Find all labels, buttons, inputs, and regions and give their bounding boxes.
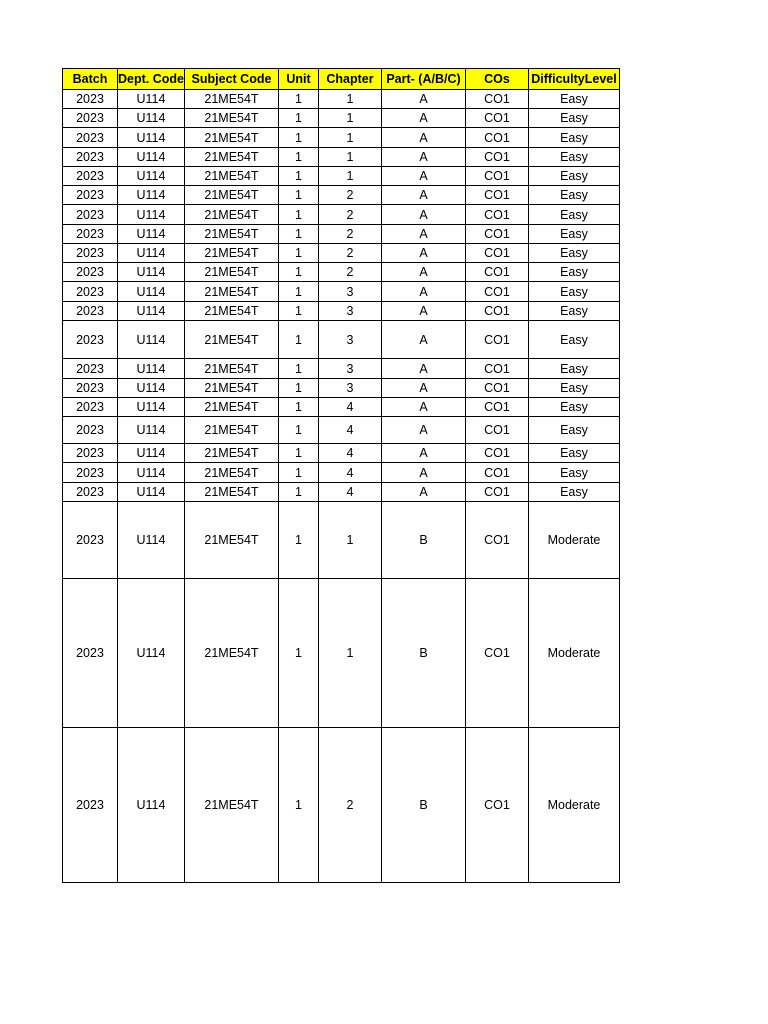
- cell-subject-code[interactable]: 21ME54T: [184, 109, 278, 128]
- cell-unit[interactable]: 1: [278, 302, 318, 321]
- header-unit[interactable]: Unit: [278, 69, 318, 90]
- table-row: [63, 282, 620, 302]
- cell-subject-code[interactable]: 21ME54T: [184, 359, 278, 379]
- cell-chapter[interactable]: 1: [318, 502, 381, 579]
- cell-cos[interactable]: CO1: [465, 444, 528, 463]
- cell-part[interactable]: A: [381, 128, 465, 148]
- cell-batch[interactable]: 2023: [63, 463, 118, 483]
- cell-difficulty-level[interactable]: Easy: [528, 444, 619, 463]
- cell-chapter[interactable]: 1: [318, 109, 381, 128]
- cell-batch[interactable]: 2023: [63, 359, 118, 379]
- cell-subject-code[interactable]: 21ME54T: [184, 483, 278, 502]
- cell-chapter[interactable]: 1: [318, 148, 381, 167]
- cell-batch[interactable]: 2023: [63, 282, 118, 302]
- table-row: [63, 128, 620, 148]
- spreadsheet-table: [62, 68, 620, 883]
- cell-unit[interactable]: 1: [278, 148, 318, 167]
- cell-difficulty-level[interactable]: Easy: [528, 483, 619, 502]
- cell-dept-code[interactable]: U114: [118, 109, 185, 128]
- cell-batch[interactable]: 2023: [63, 398, 118, 417]
- cell-difficulty-level[interactable]: Easy: [528, 282, 619, 302]
- cell-subject-code[interactable]: 21ME54T: [184, 282, 278, 302]
- cell-subject-code[interactable]: 21ME54T: [184, 128, 278, 148]
- cell-unit[interactable]: 1: [278, 321, 318, 359]
- cell-part[interactable]: B: [381, 579, 465, 728]
- cell-dept-code[interactable]: U114: [118, 398, 185, 417]
- cell-chapter[interactable]: 2: [318, 263, 381, 282]
- header-row: [63, 69, 620, 90]
- cell-unit[interactable]: 1: [278, 444, 318, 463]
- table-row: [63, 109, 620, 128]
- cell-part[interactable]: B: [381, 728, 465, 883]
- cell-subject-code[interactable]: 21ME54T: [184, 502, 278, 579]
- header-batch[interactable]: Batch: [63, 69, 118, 90]
- table-row: [63, 379, 620, 398]
- cell-batch[interactable]: 2023: [63, 109, 118, 128]
- cell-subject-code[interactable]: 21ME54T: [184, 417, 278, 444]
- cell-subject-code[interactable]: 21ME54T: [184, 302, 278, 321]
- cell-cos[interactable]: CO1: [465, 244, 528, 263]
- cell-difficulty-level[interactable]: Easy: [528, 321, 619, 359]
- cell-part[interactable]: A: [381, 186, 465, 205]
- cell-chapter[interactable]: 1: [318, 128, 381, 148]
- table-row: [63, 398, 620, 417]
- header-cos[interactable]: COs: [465, 69, 528, 90]
- cell-batch[interactable]: 2023: [63, 148, 118, 167]
- cell-dept-code[interactable]: U114: [118, 379, 185, 398]
- table-row: [63, 728, 620, 883]
- cell-batch[interactable]: 2023: [63, 417, 118, 444]
- cell-unit[interactable]: 1: [278, 186, 318, 205]
- cell-batch[interactable]: 2023: [63, 205, 118, 225]
- cell-chapter[interactable]: 4: [318, 463, 381, 483]
- cell-cos[interactable]: CO1: [465, 90, 528, 109]
- cell-batch[interactable]: 2023: [63, 302, 118, 321]
- table-row: [63, 444, 620, 463]
- cell-difficulty-level[interactable]: Easy: [528, 90, 619, 109]
- cell-subject-code[interactable]: 21ME54T: [184, 205, 278, 225]
- cell-difficulty-level[interactable]: Easy: [528, 109, 619, 128]
- cell-difficulty-level[interactable]: Easy: [528, 186, 619, 205]
- cell-dept-code[interactable]: U114: [118, 417, 185, 444]
- cell-part[interactable]: A: [381, 148, 465, 167]
- cell-difficulty-level[interactable]: Easy: [528, 205, 619, 225]
- table-row: [63, 244, 620, 263]
- cell-unit[interactable]: 1: [278, 167, 318, 186]
- cell-batch[interactable]: 2023: [63, 263, 118, 282]
- cell-chapter[interactable]: 4: [318, 444, 381, 463]
- cell-part[interactable]: A: [381, 379, 465, 398]
- cell-dept-code[interactable]: U114: [118, 90, 185, 109]
- cell-cos[interactable]: CO1: [465, 186, 528, 205]
- cell-part[interactable]: A: [381, 109, 465, 128]
- cell-difficulty-level[interactable]: Easy: [528, 463, 619, 483]
- cell-unit[interactable]: 1: [278, 398, 318, 417]
- cell-dept-code[interactable]: U114: [118, 483, 185, 502]
- cell-unit[interactable]: 1: [278, 359, 318, 379]
- table-row: [63, 302, 620, 321]
- table-row: [63, 186, 620, 205]
- cell-subject-code[interactable]: 21ME54T: [184, 463, 278, 483]
- cell-part[interactable]: A: [381, 417, 465, 444]
- cell-unit[interactable]: 1: [278, 463, 318, 483]
- cell-dept-code[interactable]: U114: [118, 579, 185, 728]
- table-row: [63, 205, 620, 225]
- cell-part[interactable]: A: [381, 483, 465, 502]
- cell-dept-code[interactable]: U114: [118, 205, 185, 225]
- header-chapter[interactable]: Chapter: [318, 69, 381, 90]
- table-row: [63, 483, 620, 502]
- cell-batch[interactable]: 2023: [63, 483, 118, 502]
- cell-cos[interactable]: CO1: [465, 398, 528, 417]
- cell-difficulty-level[interactable]: Easy: [528, 398, 619, 417]
- cell-part[interactable]: A: [381, 398, 465, 417]
- cell-subject-code[interactable]: 21ME54T: [184, 148, 278, 167]
- cell-unit[interactable]: 1: [278, 90, 318, 109]
- cell-chapter[interactable]: 2: [318, 244, 381, 263]
- cell-part[interactable]: A: [381, 205, 465, 225]
- cell-chapter[interactable]: 2: [318, 728, 381, 883]
- cell-dept-code[interactable]: U114: [118, 359, 185, 379]
- cell-chapter[interactable]: 4: [318, 417, 381, 444]
- cell-dept-code[interactable]: U114: [118, 282, 185, 302]
- cell-part[interactable]: A: [381, 444, 465, 463]
- table-row: [63, 417, 620, 444]
- table-header: [63, 69, 620, 90]
- header-part[interactable]: Part- (A/B/C): [381, 69, 465, 90]
- cell-difficulty-level[interactable]: Moderate: [528, 502, 619, 579]
- cell-batch[interactable]: 2023: [63, 128, 118, 148]
- cell-unit[interactable]: 1: [278, 417, 318, 444]
- cell-part[interactable]: A: [381, 225, 465, 244]
- cell-dept-code[interactable]: U114: [118, 148, 185, 167]
- cell-unit[interactable]: 1: [278, 109, 318, 128]
- cell-dept-code[interactable]: U114: [118, 244, 185, 263]
- cell-cos[interactable]: CO1: [465, 379, 528, 398]
- cell-cos[interactable]: CO1: [465, 321, 528, 359]
- cell-dept-code[interactable]: U114: [118, 128, 185, 148]
- cell-unit[interactable]: 1: [278, 379, 318, 398]
- cell-cos[interactable]: CO1: [465, 128, 528, 148]
- cell-batch[interactable]: 2023: [63, 321, 118, 359]
- cell-batch[interactable]: 2023: [63, 90, 118, 109]
- cell-cos[interactable]: CO1: [465, 579, 528, 728]
- cell-batch[interactable]: 2023: [63, 225, 118, 244]
- cell-difficulty-level[interactable]: Easy: [528, 128, 619, 148]
- cell-part[interactable]: A: [381, 90, 465, 109]
- cell-subject-code[interactable]: 21ME54T: [184, 321, 278, 359]
- cell-part[interactable]: A: [381, 263, 465, 282]
- cell-subject-code[interactable]: 21ME54T: [184, 444, 278, 463]
- cell-difficulty-level[interactable]: Easy: [528, 379, 619, 398]
- cell-unit[interactable]: 1: [278, 244, 318, 263]
- cell-chapter[interactable]: 3: [318, 321, 381, 359]
- cell-part[interactable]: A: [381, 359, 465, 379]
- cell-difficulty-level[interactable]: Easy: [528, 359, 619, 379]
- cell-unit[interactable]: 1: [278, 225, 318, 244]
- table-row: [63, 225, 620, 244]
- header-difficulty-level[interactable]: DifficultyLevel: [528, 69, 619, 90]
- cell-batch[interactable]: 2023: [63, 186, 118, 205]
- table-row: [63, 148, 620, 167]
- cell-cos[interactable]: CO1: [465, 483, 528, 502]
- cell-cos[interactable]: CO1: [465, 463, 528, 483]
- cell-chapter[interactable]: 1: [318, 167, 381, 186]
- cell-difficulty-level[interactable]: Easy: [528, 167, 619, 186]
- cell-batch[interactable]: 2023: [63, 579, 118, 728]
- cell-difficulty-level[interactable]: Moderate: [528, 728, 619, 883]
- cell-unit[interactable]: 1: [278, 483, 318, 502]
- cell-unit[interactable]: 1: [278, 579, 318, 728]
- cell-subject-code[interactable]: 21ME54T: [184, 244, 278, 263]
- cell-chapter[interactable]: 3: [318, 302, 381, 321]
- cell-subject-code[interactable]: 21ME54T: [184, 263, 278, 282]
- table-row: [63, 579, 620, 728]
- cell-chapter[interactable]: 2: [318, 205, 381, 225]
- cell-batch[interactable]: 2023: [63, 244, 118, 263]
- cell-unit[interactable]: 1: [278, 263, 318, 282]
- cell-dept-code[interactable]: U114: [118, 444, 185, 463]
- cell-batch[interactable]: 2023: [63, 167, 118, 186]
- cell-cos[interactable]: CO1: [465, 109, 528, 128]
- cell-chapter[interactable]: 4: [318, 483, 381, 502]
- header-dept-code[interactable]: Dept. Code: [118, 69, 185, 90]
- cell-cos[interactable]: CO1: [465, 167, 528, 186]
- cell-chapter[interactable]: 2: [318, 225, 381, 244]
- cell-chapter[interactable]: 3: [318, 359, 381, 379]
- cell-dept-code[interactable]: U114: [118, 502, 185, 579]
- cell-dept-code[interactable]: U114: [118, 263, 185, 282]
- cell-cos[interactable]: CO1: [465, 205, 528, 225]
- cell-subject-code[interactable]: 21ME54T: [184, 579, 278, 728]
- cell-unit[interactable]: 1: [278, 205, 318, 225]
- cell-chapter[interactable]: 3: [318, 379, 381, 398]
- table-body: [63, 90, 620, 883]
- cell-part[interactable]: A: [381, 321, 465, 359]
- cell-cos[interactable]: CO1: [465, 502, 528, 579]
- cell-dept-code[interactable]: U114: [118, 225, 185, 244]
- table-row: [63, 359, 620, 379]
- cell-dept-code[interactable]: U114: [118, 167, 185, 186]
- cell-subject-code[interactable]: 21ME54T: [184, 186, 278, 205]
- cell-part[interactable]: A: [381, 282, 465, 302]
- cell-part[interactable]: B: [381, 502, 465, 579]
- cell-cos[interactable]: CO1: [465, 728, 528, 883]
- cell-unit[interactable]: 1: [278, 728, 318, 883]
- cell-part[interactable]: A: [381, 302, 465, 321]
- cell-dept-code[interactable]: U114: [118, 186, 185, 205]
- cell-batch[interactable]: 2023: [63, 379, 118, 398]
- cell-dept-code[interactable]: U114: [118, 728, 185, 883]
- table-row: [63, 502, 620, 579]
- cell-subject-code[interactable]: 21ME54T: [184, 728, 278, 883]
- cell-cos[interactable]: CO1: [465, 263, 528, 282]
- cell-difficulty-level[interactable]: Moderate: [528, 579, 619, 728]
- header-subject-code[interactable]: Subject Code: [184, 69, 278, 90]
- cell-chapter[interactable]: 1: [318, 90, 381, 109]
- cell-part[interactable]: A: [381, 463, 465, 483]
- table-row: [63, 90, 620, 109]
- cell-cos[interactable]: CO1: [465, 225, 528, 244]
- cell-chapter[interactable]: 4: [318, 398, 381, 417]
- cell-dept-code[interactable]: U114: [118, 321, 185, 359]
- cell-chapter[interactable]: 2: [318, 186, 381, 205]
- cell-subject-code[interactable]: 21ME54T: [184, 379, 278, 398]
- cell-batch[interactable]: 2023: [63, 444, 118, 463]
- cell-difficulty-level[interactable]: Easy: [528, 263, 619, 282]
- cell-part[interactable]: A: [381, 167, 465, 186]
- cell-cos[interactable]: CO1: [465, 359, 528, 379]
- cell-subject-code[interactable]: 21ME54T: [184, 398, 278, 417]
- cell-subject-code[interactable]: 21ME54T: [184, 225, 278, 244]
- cell-batch[interactable]: 2023: [63, 728, 118, 883]
- cell-batch[interactable]: 2023: [63, 502, 118, 579]
- cell-unit[interactable]: 1: [278, 282, 318, 302]
- cell-cos[interactable]: CO1: [465, 282, 528, 302]
- cell-cos[interactable]: CO1: [465, 302, 528, 321]
- cell-difficulty-level[interactable]: Easy: [528, 302, 619, 321]
- cell-unit[interactable]: 1: [278, 502, 318, 579]
- cell-dept-code[interactable]: U114: [118, 463, 185, 483]
- cell-chapter[interactable]: 3: [318, 282, 381, 302]
- cell-subject-code[interactable]: 21ME54T: [184, 90, 278, 109]
- cell-difficulty-level[interactable]: Easy: [528, 244, 619, 263]
- cell-dept-code[interactable]: U114: [118, 302, 185, 321]
- cell-cos[interactable]: CO1: [465, 417, 528, 444]
- table-row: [63, 463, 620, 483]
- cell-difficulty-level[interactable]: Easy: [528, 225, 619, 244]
- cell-cos[interactable]: CO1: [465, 148, 528, 167]
- cell-subject-code[interactable]: 21ME54T: [184, 167, 278, 186]
- table-row: [63, 321, 620, 359]
- table-row: [63, 167, 620, 186]
- cell-difficulty-level[interactable]: Easy: [528, 417, 619, 444]
- cell-difficulty-level[interactable]: Easy: [528, 148, 619, 167]
- cell-chapter[interactable]: 1: [318, 579, 381, 728]
- cell-part[interactable]: A: [381, 244, 465, 263]
- table-row: [63, 263, 620, 282]
- cell-unit[interactable]: 1: [278, 128, 318, 148]
